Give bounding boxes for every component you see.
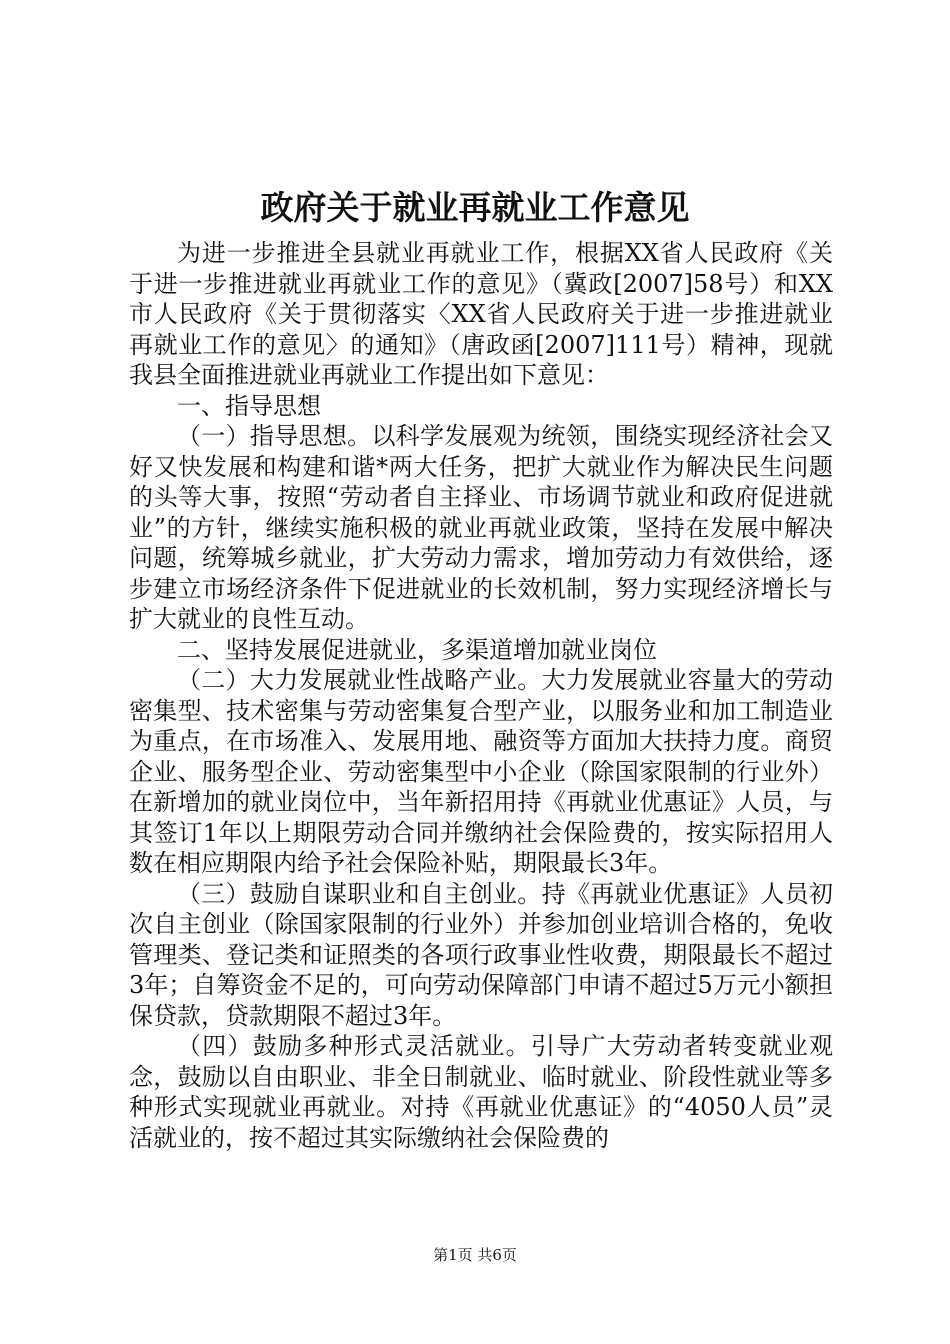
section-heading-2: 二、坚持发展促进就业，多渠道增加就业岗位 (177, 635, 657, 664)
intro-paragraph: 为进一步推进全县就业再就业工作，根据XX省人民政府《关于进一步推进就业再就业工作的意见》（冀政[2007]58号）和XX市人民政府《关于贯彻落实〈XX省人民政府关于进一步推进就业再就业工作的意见〉的通知》（唐政函[2007]111号）精神，现就我县全面推进就业再就业工作提出如下意见： (129, 239, 833, 389)
paragraph-self-employment: （三）鼓励自谋职业和自主创业。持《再就业优惠证》人员初次自主创业（除国家限制的行业外）并参加创业培训合格的，免收管理类、登记类和证照类的各项行政事业性收费，期限最长不超过3年；自筹资金不足的，可向劳动保障部门申请不超过5万元小额担保贷款，贷款期限不超过3年。 (129, 879, 833, 1030)
paragraph-flexible-employment: （四）鼓励多种形式灵活就业。引导广大劳动者转变就业观念，鼓励以自由职业、非全日制就业、临时就业、阶段性就业等多种形式实现就业再就业。对持《再就业优惠证》的“4050人员”灵活就业的，按不超过其实际缴纳社会保险费的 (129, 1032, 833, 1152)
document-body (129, 238, 833, 1153)
paragraph-strategic-industry: （二）大力发展就业性战略产业。大力发展就业容量大的劳动密集型、技术密集与劳动密集复合型产业，以服务业和加工制造业为重点，在市场准入、发展用地、融资等方面加大扶持力度。商贸企业、服务型企业、劳动密集型中小企业（除国家限制的行业外）在新增加的就业岗位中，当年新招用持《再就业优惠证》人员，与其签订1年以上期限劳动合同并缴纳社会保险费的，按实际招用人数在相应期限内给予社会保险补贴，期限最长3年。 (129, 666, 833, 877)
section-heading-1: 一、指导思想 (177, 391, 321, 420)
paragraph-guiding-thought: （一）指导思想。以科学发展观为统领，围绕实现经济社会又好又快发展和构建和谐*两大任务，把扩大就业作为解决民生问题的头等大事，按照“劳动者自主择业、市场调节就业和政府促进就业”的方针，继续实施积极的就业再就业政策，坚持在发展中解决问题，统筹城乡就业，扩大劳动力需求，增加劳动力有效供给，逐步建立市场经济条件下促进就业的长效机制，努力实现经济增长与扩大就业的良性互动。 (129, 422, 833, 633)
page-footer: 第1页 共6页 (433, 1246, 517, 1264)
document-title: 政府关于就业再就业工作意见 (260, 188, 690, 227)
